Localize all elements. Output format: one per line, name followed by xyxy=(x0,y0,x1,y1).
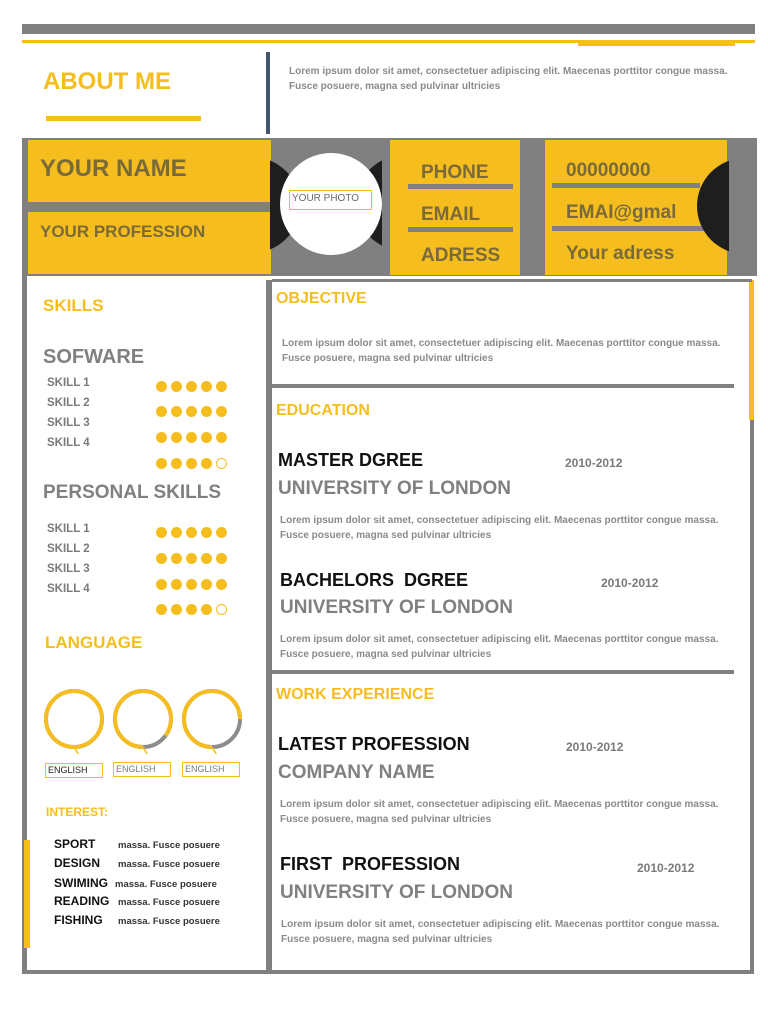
skill-group-personal-title: PERSONAL SKILLS xyxy=(43,482,222,503)
work-title: WORK EXPERIENCE xyxy=(276,686,435,703)
contact-value-email: EMAI@gmal xyxy=(566,202,677,223)
work-2-place: UNIVERSITY OF LONDON xyxy=(280,882,513,903)
interest-name-1: SPORT xyxy=(54,837,96,851)
rating-dot xyxy=(156,579,167,590)
frame-right-yellow xyxy=(749,280,754,420)
rating-dot xyxy=(156,458,167,469)
personal-rating-3 xyxy=(156,579,227,590)
rating-dot xyxy=(171,604,182,615)
personal-skill-2: SKILL 2 xyxy=(47,543,90,555)
rating-dot xyxy=(201,579,212,590)
language-ring-level xyxy=(46,691,102,747)
top-yellow-accent xyxy=(578,42,735,46)
education-2-place: UNIVERSITY OF LONDON xyxy=(280,597,513,618)
contact-label-email: EMAIL xyxy=(421,204,481,225)
work-1-text: Lorem ipsum dolor sit amet, consectetuer adipiscing elit. Maecenas porttitor congue massa. Fusce posuere, magna sed pulvinar ultricies xyxy=(280,799,719,825)
rating-dot xyxy=(216,458,227,469)
rating-dot xyxy=(156,406,167,417)
education-2-degree: BACHELORS DGREE xyxy=(280,570,469,590)
contact-value-address: Your adress xyxy=(566,243,675,264)
education-title: EDUCATION xyxy=(276,402,370,419)
photo-label: YOUR PHOTO xyxy=(289,190,372,210)
software-skill-2: SKILL 2 xyxy=(47,397,90,409)
header-profession: YOUR PROFESSION xyxy=(40,222,206,241)
contact-label-phone: PHONE xyxy=(421,162,489,183)
language-ring-2 xyxy=(115,691,171,754)
rating-dot xyxy=(156,381,167,392)
frame-bottom xyxy=(22,970,752,974)
rating-dot xyxy=(186,381,197,392)
frame-top-right xyxy=(272,279,752,282)
language-title: LANGUAGE xyxy=(45,633,143,652)
work-1-place: COMPANY NAME xyxy=(278,762,435,783)
interest-name-3: SWIMING xyxy=(54,876,108,890)
personal-skill-1: SKILL 1 xyxy=(47,523,90,535)
rating-dot xyxy=(186,527,197,538)
work-2-date: 2010-2012 xyxy=(637,861,695,875)
rating-dot xyxy=(186,553,197,564)
rating-dot xyxy=(186,579,197,590)
language-label-2: ENGLISH xyxy=(113,762,171,777)
skills-title: SKILLS xyxy=(43,296,104,315)
rating-dot xyxy=(171,553,182,564)
rating-dot xyxy=(186,432,197,443)
rating-dot xyxy=(216,579,227,590)
software-skill-4: SKILL 4 xyxy=(47,437,90,449)
rating-dot xyxy=(216,527,227,538)
software-skill-1: SKILL 1 xyxy=(47,377,90,389)
personal-rating-2 xyxy=(156,553,227,564)
rating-dot xyxy=(186,458,197,469)
contact-label-address: ADRESS xyxy=(421,245,501,266)
contact-value-line-1 xyxy=(552,183,700,188)
left-yellow-accent xyxy=(24,840,30,948)
contact-line-1 xyxy=(408,184,513,189)
rating-dot xyxy=(216,406,227,417)
work-1-date: 2010-2012 xyxy=(566,740,624,754)
rating-dot xyxy=(171,458,182,469)
rating-dot xyxy=(201,527,212,538)
interest-name-5: FISHING xyxy=(54,913,103,927)
rating-dot xyxy=(171,432,182,443)
contact-line-2 xyxy=(408,227,513,232)
education-1-place: UNIVERSITY OF LONDON xyxy=(278,478,511,499)
work-2-role: FIRST PROFESSION xyxy=(280,854,461,874)
rating-dot xyxy=(156,527,167,538)
software-skill-3: SKILL 3 xyxy=(47,417,90,429)
top-gray-bar xyxy=(22,24,755,34)
rating-dot xyxy=(201,381,212,392)
interest-name-2: DESIGN xyxy=(54,856,101,870)
interest-text-3: massa. Fusce posuere xyxy=(115,879,217,890)
rating-dot xyxy=(156,432,167,443)
rating-dot xyxy=(201,432,212,443)
frame-right xyxy=(750,420,754,974)
objective-title: OBJECTIVE xyxy=(276,290,367,307)
language-rings xyxy=(40,686,250,754)
personal-rating-5 xyxy=(156,604,227,615)
contact-value-phone: 00000000 xyxy=(566,160,651,181)
software-rating-2 xyxy=(156,406,227,417)
personal-skill-3: SKILL 3 xyxy=(47,563,90,575)
rating-dot xyxy=(201,458,212,469)
education-2-text: Lorem ipsum dolor sit amet, consectetuer adipiscing elit. Maecenas porttitor congue massa. Fusce posuere, magna sed pulvinar ultricies xyxy=(280,634,719,660)
education-2-date: 2010-2012 xyxy=(601,576,659,590)
personal-skill-4: SKILL 4 xyxy=(47,583,90,595)
about-divider xyxy=(266,52,270,134)
language-ring-1 xyxy=(46,691,102,754)
software-rating-5 xyxy=(156,458,227,469)
objective-text: Lorem ipsum dolor sit amet, consectetuer adipiscing elit. Maecenas porttitor congue massa. Fusce posuere, magna sed pulvinar ultricies xyxy=(282,338,721,364)
education-1-text: Lorem ipsum dolor sit amet, consectetuer adipiscing elit. Maecenas porttitor congue massa. Fusce posuere, magna sed pulvinar ultricies xyxy=(280,515,719,541)
about-underline xyxy=(46,116,201,121)
rating-dot xyxy=(171,381,182,392)
about-text: Lorem ipsum dolor sit amet, consectetuer adipiscing elit. Maecenas porttitor congue massa. Fusce posuere, magna sed pulvinar ultricies xyxy=(289,66,728,92)
education-divider xyxy=(272,670,734,674)
work-1-role: LATEST PROFESSION xyxy=(278,734,470,754)
skill-group-software-title: SOFWARE xyxy=(43,346,145,368)
rating-dot xyxy=(171,406,182,417)
objective-divider xyxy=(272,384,734,388)
interest-text-2: massa. Fusce posuere xyxy=(118,859,220,870)
interest-text-4: massa. Fusce posuere xyxy=(118,897,220,908)
interest-title: INTEREST: xyxy=(46,805,109,819)
rating-dot xyxy=(171,527,182,538)
rating-dot xyxy=(186,604,197,615)
software-rating-3 xyxy=(156,432,227,443)
rating-dot xyxy=(201,553,212,564)
rating-dot xyxy=(216,553,227,564)
header-name: YOUR NAME xyxy=(40,155,187,182)
rating-dot xyxy=(201,406,212,417)
language-label-1: ENGLISH xyxy=(45,763,103,778)
interest-name-4: READING xyxy=(54,894,110,908)
about-title: ABOUT ME xyxy=(43,68,171,95)
rating-dot xyxy=(216,432,227,443)
rating-dot xyxy=(186,406,197,417)
interest-text-5: massa. Fusce posuere xyxy=(118,916,220,927)
education-1-degree: MASTER DGREE xyxy=(278,450,424,470)
rating-dot xyxy=(216,604,227,615)
education-1-date: 2010-2012 xyxy=(565,456,623,470)
language-label-3: ENGLISH xyxy=(182,762,240,777)
language-ring-3 xyxy=(184,691,240,754)
rating-dot xyxy=(156,553,167,564)
rating-dot xyxy=(156,604,167,615)
rating-dot xyxy=(216,381,227,392)
personal-rating-1 xyxy=(156,527,227,538)
software-rating-1 xyxy=(156,381,227,392)
rating-dot xyxy=(171,579,182,590)
contact-value-line-2 xyxy=(552,226,707,231)
interest-text-1: massa. Fusce posuere xyxy=(118,840,220,851)
work-2-text: Lorem ipsum dolor sit amet, consectetuer adipiscing elit. Maecenas porttitor congue massa. Fusce posuere, magna sed pulvinar ultricies xyxy=(281,919,720,945)
rating-dot xyxy=(201,604,212,615)
